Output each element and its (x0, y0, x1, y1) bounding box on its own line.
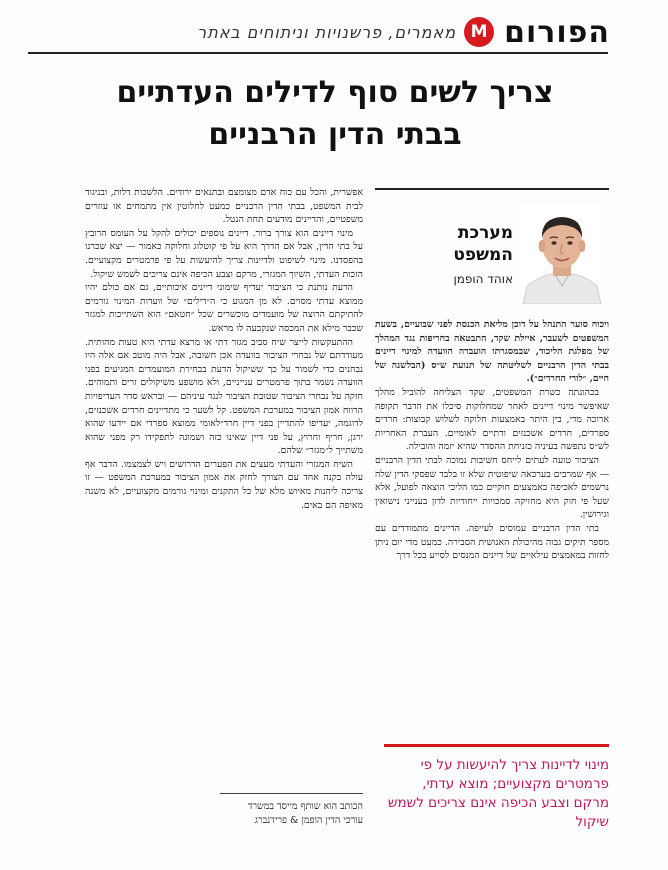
article-paragraph: הרעת נותנת כי הציבור יעדיף שימוני דיינים איכותיים, גם אם כולם יהיו ממוצא עדתי מסוים. לא מן המגוע כי ה״דילים״ של וועדות המינוי גורמים להתיקתם הרוצה של מועמדים מוכשרים שכל ״חטאם״ הוא השתייכות למגזר שכבר מילא את המכסה שנקבעה לו מראש. (85, 282, 363, 334)
byline-line-1: הכותב הוא שותף מייסד במשרד (247, 801, 363, 812)
article-headline (90, 72, 580, 156)
author-column-line-1: מערכת (457, 223, 513, 243)
author-box (375, 196, 609, 308)
headline-line-2: בבתי הדין הרבניים (208, 117, 462, 152)
article-paragraph: הציבור טועה לעתים לייחס חשיבות נמוכה לבתי הדין הרבניים — אף שמרבים בערכאה שיפוטית שלא זו בלבד שפסקי הדין שלה נרשמים לאכיפה באמצעים חוקיים כמו הליכי הוצאה לפועל, אלא שעל פי חוק היא מחזיקה סמכויות ייחודיות לדון בענייני נישואין וגירושין. (375, 454, 609, 521)
m-circle-logo-icon: M (464, 17, 494, 47)
byline-line-2: עורכי הדין הופמן & פרידנברג (254, 815, 363, 826)
author-byline (85, 800, 363, 828)
pull-quote-divider (384, 744, 609, 747)
section-title: הפורום (504, 14, 610, 50)
article-column-right (375, 318, 609, 563)
author-column-line-2: המשפט (453, 245, 513, 265)
author-column-name (383, 222, 513, 266)
article-lead-paragraph: ויכוח סוער התנהל על דוכן מליאת הכנסת לפני שבועיים, בשעת המשפטים לשעבר, איילת שקד, התבטאה בחריפות נגד המהלך של מפלגת הליכוד, שבמסגרתו הועברה הוועדה למינוי דיינים בבתי הדין הרבניים לשליטתה של תנועת ש״ס (הבלשנה של חיים, ״לורי החרדים״). (375, 319, 609, 385)
header-divider (28, 52, 608, 54)
article-paragraph: בתי הדין הרבניים עמוסים לעייפה. הדיינים מתמודדים עם מספר תיקים גבוה מהיכולת האנושית הסבירה. כמעט מדי יום ניתן לחזות במאמצים עילאיים של דיינים המנסים לסייע בכל דרך (375, 522, 609, 562)
article-paragraph: בכהונתה כשרת המשפטים, שקד הצליחה להוביל מהלך שאיפשר מינוי דיינים לאחר שמחלוקות סיכלו את הדבר תקופה ארוכה מדי, בין היתר באמצעות חלוקה לשלוש קבוצות: חרדים ספרדים, חרדים אשכנזים ודתיים לאומיים. העברת האחריות לש״ס נתפשה בעיניה כזניחת ההסדר שהיא יזמה והובילה. (375, 386, 609, 453)
article-paragraph: השיח המגזרי והעדתי מעצים את הפערים הדרושים ויש לצמצמו. הדבר אף עולה בקנה אחד עם הצורך לחזק את אמון הציבור במערכת המשפט — זו צריכה ליהנות מאיוש מלא של כל התקנים ומינוי גורמים מקצועיים, לא משנה מאיפה הם באים. (85, 458, 363, 511)
headline-line-1: צריך לשים סוף לדילים העדתיים (116, 75, 554, 110)
author-box-divider (375, 188, 609, 190)
pull-quote: מינוי לדיינות צריך להיעשות על פי פרמטרים מקצועיים; מוצא עדתי, מרקם וצבע הכיפה אינם צריכים לשמש שיקול (387, 757, 609, 830)
section-header (80, 12, 610, 52)
article-paragraph: אפשרית, והכל עם כוח אדם מצומצם ובתנאים ירודים. הלשכות דלות, ובניגוד לבית המשפט, בבתי הדין הרבניים כמעט לחלוטין אין מתמחים או עוזרים משפטיים, והדיינים מודעים תחת הנטל. (85, 187, 363, 226)
section-subtitle: מאמרים, פרשנויות וניתוחים באתר (197, 22, 457, 42)
author-portrait-icon (521, 206, 603, 304)
article-paragraph: מינוי דיינים הוא צורך ברור. דיינים נוספים יכולים להקל על העומס הרובץ על בתי הדין, אבל אם הדרך היא על פי קוטלוג וחלוקה כאמור — יצא שכרנו בהפסדנו. מינוי לשיפוט ולדיינות צריך להיעשות על פי פרמטרים מקצועיים. הזכות העדתי, השיוך המגזרי, מרקם וצבע הכיפה אינם צריכים לשמש שיקול. (85, 227, 363, 280)
article-paragraph: ההתעקשות לייצר שיח סביב מגזר דתי או מרצא עדתי היא טעות מהותית. מעודדתם של נבחרי הציבור בוועדה אכן חשובה, אבל היה מוטב אם אלה היו נבחנים כדי לשמור על כך ששיקול הדעת בבחירת המועמדים המגיעים בפני הוועדה נשמר בתוך פרמטרים ענייניים, ולא מושפע משיקולים זרים ותמוהים. חזקה על נבחרי הציבור שטובת הציבור לנגד עיניהם — ובראש סדר העדיפויות הרווח אמון הציבור במערכת המשפט. קל לשער כי מתדיינים חרדים אשכנזים, לדוגמה, יעדיפו להתדיין בפני דיין חרד״לאומי ממוצא ספרדי אם יידעו שהוא ירגן, חריף וחרוץ, על פני דיין שאינו כזה ושמונה לתפקידו רק מפני שהוא משתייך ל״מגזר״ שלהם. (85, 336, 363, 457)
author-name: אוהד הופמן (453, 272, 513, 286)
article-column-left (85, 186, 363, 512)
byline-divider (220, 793, 363, 794)
